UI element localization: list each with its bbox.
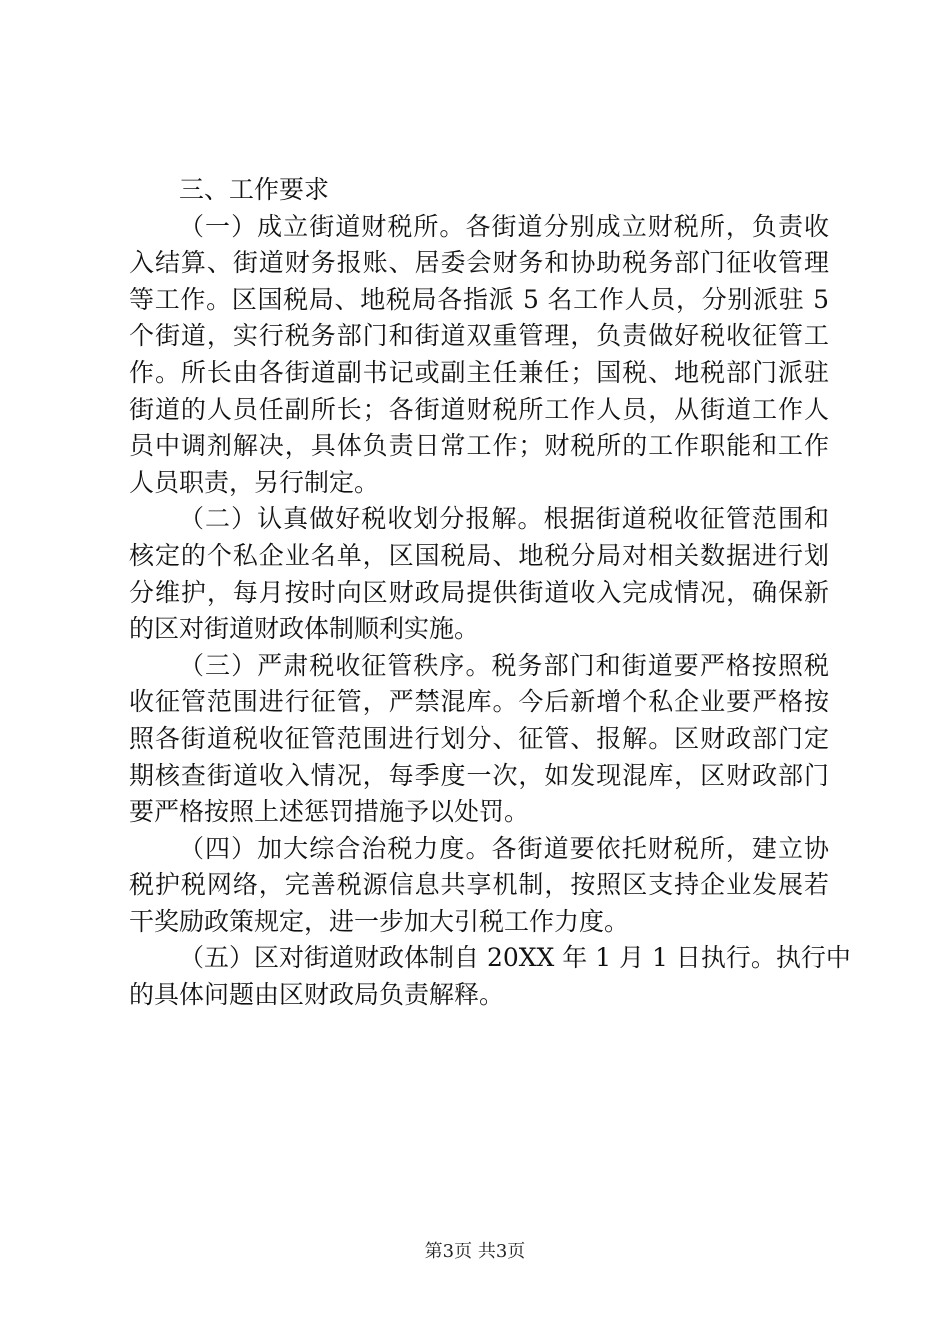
paragraph-line: 入结算、街道财务报账、居委会财务和协助税务部门征收管理 (129, 248, 829, 278)
paragraph-line: （四）加大综合治税力度。各街道要依托财税所，建立协 (179, 833, 829, 863)
paragraph-line: 核定的个私企业名单，区国税局、地税分局对相关数据进行划 (129, 540, 829, 570)
paragraph-2 (129, 501, 829, 647)
paragraph-line: 要严格按照上述惩罚措施予以处罚。 (129, 797, 530, 827)
paragraph-line: 的区对街道财政体制顺利实施。 (129, 614, 480, 644)
paragraph-line: 收征管范围进行征管，严禁混库。今后新增个私企业要严格按 (129, 687, 829, 717)
paragraph-line: 的具体问题由区财政局负责解释。 (129, 980, 505, 1010)
paragraph-line: 员中调剂解决，具体负责日常工作；财税所的工作职能和工作 (129, 431, 829, 461)
paragraph-line: （三）严肃税收征管秩序。税务部门和街道要严格按照税 (179, 650, 829, 680)
paragraph-line: （一）成立街道财税所。各街道分别成立财税所，负责收 (179, 211, 829, 241)
paragraph-line: 人员职责，另行制定。 (129, 467, 380, 497)
page-footer: 第3页 共3页 (424, 1241, 526, 1262)
paragraph-1 (129, 209, 829, 502)
paragraph-line: （二）认真做好税收划分报解。根据街道税收征管范围和 (179, 504, 829, 534)
paragraph-5 (129, 940, 851, 1013)
paragraph-line: 作。所长由各街道副书记或副主任兼任；国税、地税部门派驻 (129, 357, 829, 387)
paragraph-line: 街道的人员任副所长；各街道财税所工作人员，从街道工作人 (129, 394, 829, 424)
section-heading: 三、工作要求 (179, 175, 330, 204)
paragraph-line: 期核查街道收入情况，每季度一次，如发现混库，区财政部门 (129, 760, 829, 790)
paragraph-line: 个街道，实行税务部门和街道双重管理，负责做好税收征管工 (129, 321, 829, 351)
paragraph-4 (129, 831, 829, 941)
paragraph-line: 分维护，每月按时向区财政局提供街道收入完成情况，确保新 (129, 577, 829, 607)
paragraph-line: 税护税网络，完善税源信息共享机制，按照区支持企业发展若 (129, 870, 829, 900)
paragraph-line: （五）区对街道财政体制自 20XX 年 1 月 1 日执行。执行中 (179, 943, 851, 973)
paragraph-line: 干奖励政策规定，进一步加大引税工作力度。 (129, 906, 630, 936)
paragraph-line: 等工作。区国税局、地税局各指派 5 名工作人员，分别派驻 5 (129, 284, 829, 314)
paragraph-line: 照各街道税收征管范围进行划分、征管、报解。区财政部门定 (129, 723, 829, 753)
document-body (129, 172, 851, 1014)
paragraph-3 (129, 648, 829, 831)
